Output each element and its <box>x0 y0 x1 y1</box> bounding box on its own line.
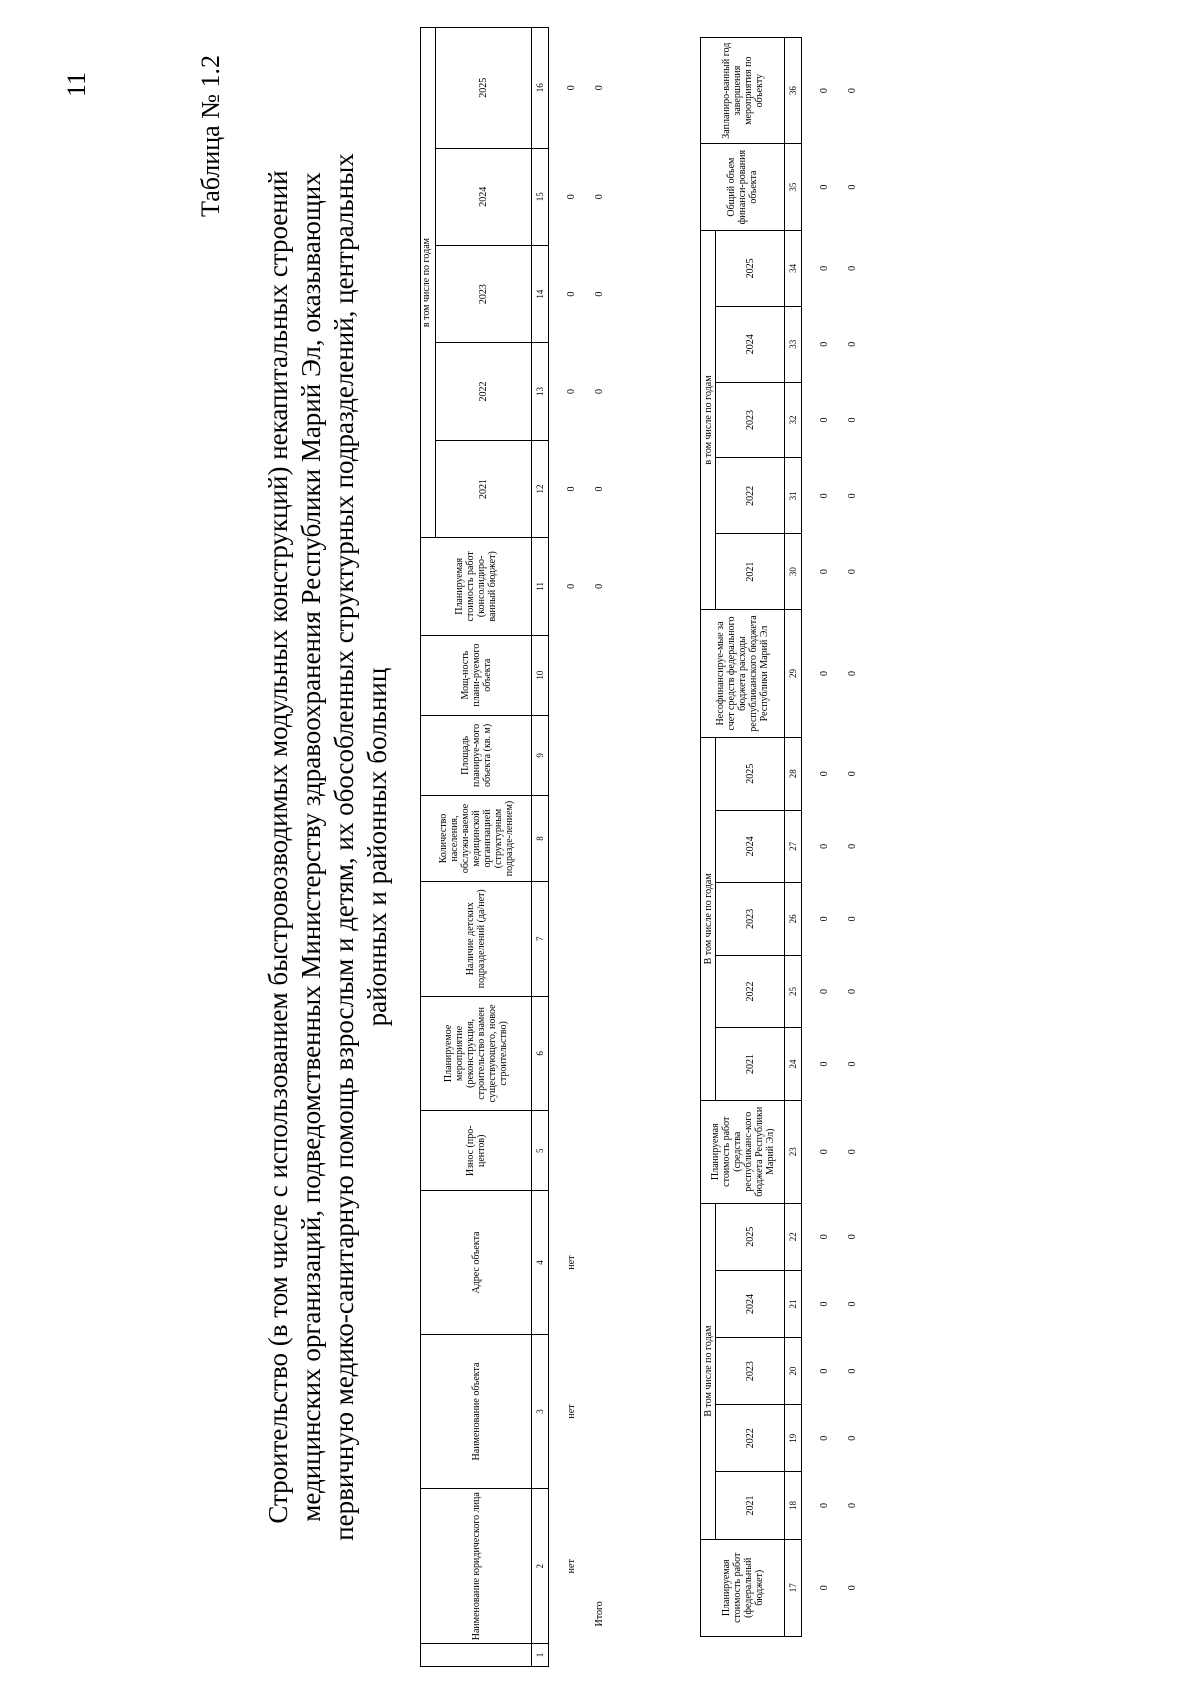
cell <box>549 996 586 1111</box>
header-year: 2024 <box>716 306 785 382</box>
cell: 0 <box>846 1585 858 1591</box>
header-year: 2025 <box>716 1203 785 1270</box>
cell: 0 <box>846 1234 858 1240</box>
table-row <box>838 38 866 1637</box>
cell <box>585 1111 613 1191</box>
cell <box>549 1111 586 1191</box>
cell: 0 <box>818 1502 830 1508</box>
header-non-cofinanced: Несофинансируе-мые за счет средств федерального бюджета расходы республиканского бюджета Республики Марий Эл <box>701 610 785 738</box>
cell <box>585 996 613 1111</box>
cell: 0 <box>818 493 830 499</box>
column-number: 27 <box>785 810 802 883</box>
cell: 0 <box>846 670 858 676</box>
column-number: 13 <box>532 343 549 440</box>
column-number: 4 <box>532 1191 549 1334</box>
cell: 0 <box>818 988 830 994</box>
header-by-years: В том числе по годам <box>701 1203 716 1539</box>
cell: 0 <box>818 1301 830 1307</box>
header-year: 2025 <box>716 737 785 810</box>
column-number: 8 <box>532 796 549 882</box>
header-address: Адрес объекта <box>421 1191 532 1334</box>
cell-year-value: 0 <box>565 194 577 200</box>
cell: 0 <box>818 1585 830 1591</box>
column-number: 33 <box>785 306 802 382</box>
column-number: 22 <box>785 1203 802 1270</box>
total-label: Итого <box>593 1601 605 1627</box>
cell-cost: 0 <box>593 583 605 589</box>
column-number: 29 <box>785 610 802 738</box>
cell: 0 <box>818 569 830 575</box>
column-number: 5 <box>532 1111 549 1191</box>
column-number: 7 <box>532 881 549 996</box>
header-by-years: В том числе по годам <box>701 737 716 1100</box>
header-year: 2023 <box>436 245 532 342</box>
header-cost-consolidated: Планируемая стоимость работ (консолидиро-ванный бюджет) <box>421 538 532 635</box>
cell: 0 <box>846 88 858 94</box>
cell <box>585 796 613 882</box>
header-year: 2021 <box>716 534 785 610</box>
header-cell <box>421 1644 532 1667</box>
cell: 0 <box>818 417 830 423</box>
column-number: 25 <box>785 955 802 1028</box>
column-numbers-row <box>785 38 802 1637</box>
cell-address: нет <box>565 1255 577 1270</box>
table-row <box>802 38 839 1637</box>
header-by-years: в том числе по годам <box>421 28 436 538</box>
column-number: 36 <box>785 38 802 144</box>
cell: 0 <box>818 916 830 922</box>
column-number: 31 <box>785 458 802 534</box>
cell: 0 <box>818 1368 830 1374</box>
cell-year-value: 0 <box>565 291 577 297</box>
header-year: 2022 <box>436 343 532 440</box>
cell <box>549 881 586 996</box>
column-number: 34 <box>785 230 802 306</box>
header-cost-federal: Планируемая стоимость работ (федеральный бюджет) <box>701 1539 785 1636</box>
header-cost-republic: Планируемая стоимость работ (средства республиканс-кого бюджета Республики Марий Эл) <box>701 1100 785 1203</box>
column-number: 30 <box>785 534 802 610</box>
header-legal-entity: Наименование юридического лица <box>421 1489 532 1644</box>
cell <box>585 635 613 715</box>
cell: 0 <box>818 184 830 190</box>
cell <box>549 635 586 715</box>
cell <box>549 715 586 795</box>
column-numbers-row <box>532 28 549 1667</box>
column-number: 28 <box>785 737 802 810</box>
financing-table <box>700 37 866 1637</box>
header-year: 2021 <box>716 1472 785 1539</box>
header-area: Площадь планируе-мого объекта (кв. м) <box>421 715 532 795</box>
cell <box>549 796 586 882</box>
header-year: 2022 <box>716 1405 785 1472</box>
header-population: Количество населения, обслужи-ваемое медицинской организацией (структурным подразде-лением) <box>421 796 532 882</box>
cell: 0 <box>846 417 858 423</box>
cell: 0 <box>846 493 858 499</box>
column-number: 3 <box>532 1334 549 1489</box>
cell: 0 <box>846 184 858 190</box>
title-line: Строительство (в том числе с использованием быстровозводимых модульных конструкций) некапитальных строений <box>263 170 293 1524</box>
header-year: 2025 <box>716 230 785 306</box>
column-number: 6 <box>532 996 549 1111</box>
cell: 0 <box>846 265 858 271</box>
header-completion-year: Запланиро-ванный год завершения мероприятия по объекту <box>701 38 785 144</box>
cell: 0 <box>846 1368 858 1374</box>
title-line: первичную медико-санитарную помощь взрослым и детям, их обособленных структурных подразделений, центральных <box>329 153 359 1541</box>
cell: 0 <box>818 843 830 849</box>
header-planned-action: Планируемое мероприятие (реконструкция, строительство взамен существующего, новое строительство) <box>421 996 532 1111</box>
header-year: 2023 <box>716 883 785 956</box>
column-number: 24 <box>785 1028 802 1101</box>
column-number: 15 <box>532 148 549 245</box>
cell: 0 <box>846 1061 858 1067</box>
column-number: 11 <box>532 538 549 635</box>
header-year: 2022 <box>716 458 785 534</box>
column-number: 12 <box>532 440 549 537</box>
column-number: 14 <box>532 245 549 342</box>
cell-year-value: 0 <box>565 389 577 395</box>
header-year: 2024 <box>716 810 785 883</box>
cell: 0 <box>846 988 858 994</box>
cell-year-value: 0 <box>593 85 605 91</box>
header-year: 2024 <box>436 148 532 245</box>
column-number: 1 <box>532 1644 549 1667</box>
header-year: 2025 <box>436 28 532 149</box>
cell: 0 <box>818 1234 830 1240</box>
cell: 0 <box>818 670 830 676</box>
cell-year-value: 0 <box>593 486 605 492</box>
cell-year-value: 0 <box>593 291 605 297</box>
cell: 0 <box>846 771 858 777</box>
cell: 0 <box>846 1301 858 1307</box>
column-number: 32 <box>785 382 802 458</box>
header-capacity: Мощ-ность плани-руемого объекта <box>421 635 532 715</box>
cell: 0 <box>846 341 858 347</box>
cell: 0 <box>818 1061 830 1067</box>
header-object-name: Наименование объекта <box>421 1334 532 1489</box>
header-year: 2023 <box>716 1338 785 1405</box>
column-number: 21 <box>785 1270 802 1337</box>
header-year: 2022 <box>716 955 785 1028</box>
cell: 0 <box>818 1149 830 1155</box>
table-row <box>549 28 586 1667</box>
column-number: 10 <box>532 635 549 715</box>
cell: 0 <box>818 341 830 347</box>
header-year: 2021 <box>436 440 532 537</box>
column-number: 2 <box>532 1489 549 1644</box>
page-number: 11 <box>62 71 91 97</box>
column-number: 20 <box>785 1338 802 1405</box>
column-number: 26 <box>785 883 802 956</box>
cell: 0 <box>846 843 858 849</box>
column-number: 19 <box>785 1405 802 1472</box>
header-children-units: Наличие детских подразделений (да/нет) <box>421 881 532 996</box>
cell: 0 <box>818 771 830 777</box>
cell: 0 <box>846 1435 858 1441</box>
cell-year-value: 0 <box>565 85 577 91</box>
cell: 0 <box>846 1149 858 1155</box>
cell <box>549 1644 586 1667</box>
cell: 0 <box>846 569 858 575</box>
column-number: 18 <box>785 1472 802 1539</box>
header-year: 2024 <box>716 1270 785 1337</box>
table-row-total <box>585 28 613 1667</box>
cell-cost: 0 <box>565 583 577 589</box>
objects-table <box>420 27 613 1667</box>
cell <box>585 1334 613 1489</box>
cell-year-value: 0 <box>565 486 577 492</box>
column-number: 17 <box>785 1539 802 1636</box>
header-wear: Износ (про-центов) <box>421 1111 532 1191</box>
cell: 0 <box>818 1435 830 1441</box>
header-year: 2023 <box>716 382 785 458</box>
title-line: районных и районных больниц <box>362 667 392 1027</box>
header-by-years: в том числе по годам <box>701 230 716 609</box>
cell-year-value: 0 <box>593 194 605 200</box>
column-number: 35 <box>785 144 802 231</box>
cell-year-value: 0 <box>593 389 605 395</box>
document-title <box>262 117 394 1577</box>
column-number: 23 <box>785 1100 802 1203</box>
cell-legal-entity: нет <box>565 1559 577 1574</box>
cell-object-name: нет <box>565 1404 577 1419</box>
column-number: 16 <box>532 28 549 149</box>
cell: 0 <box>818 88 830 94</box>
cell: 0 <box>846 1502 858 1508</box>
cell <box>585 881 613 996</box>
column-number: 9 <box>532 715 549 795</box>
cell: 0 <box>818 265 830 271</box>
title-line: медицинских организаций, подведомственных Министерству здравоохранения Республики Марий Эл, оказывающих <box>296 172 326 1522</box>
header-year: 2021 <box>716 1028 785 1101</box>
cell <box>585 715 613 795</box>
table-number: Таблица № 1.2 <box>196 54 225 217</box>
cell: 0 <box>846 916 858 922</box>
cell <box>585 1191 613 1334</box>
header-total-financing: Общий объем финанси-рования объекта <box>701 144 785 231</box>
